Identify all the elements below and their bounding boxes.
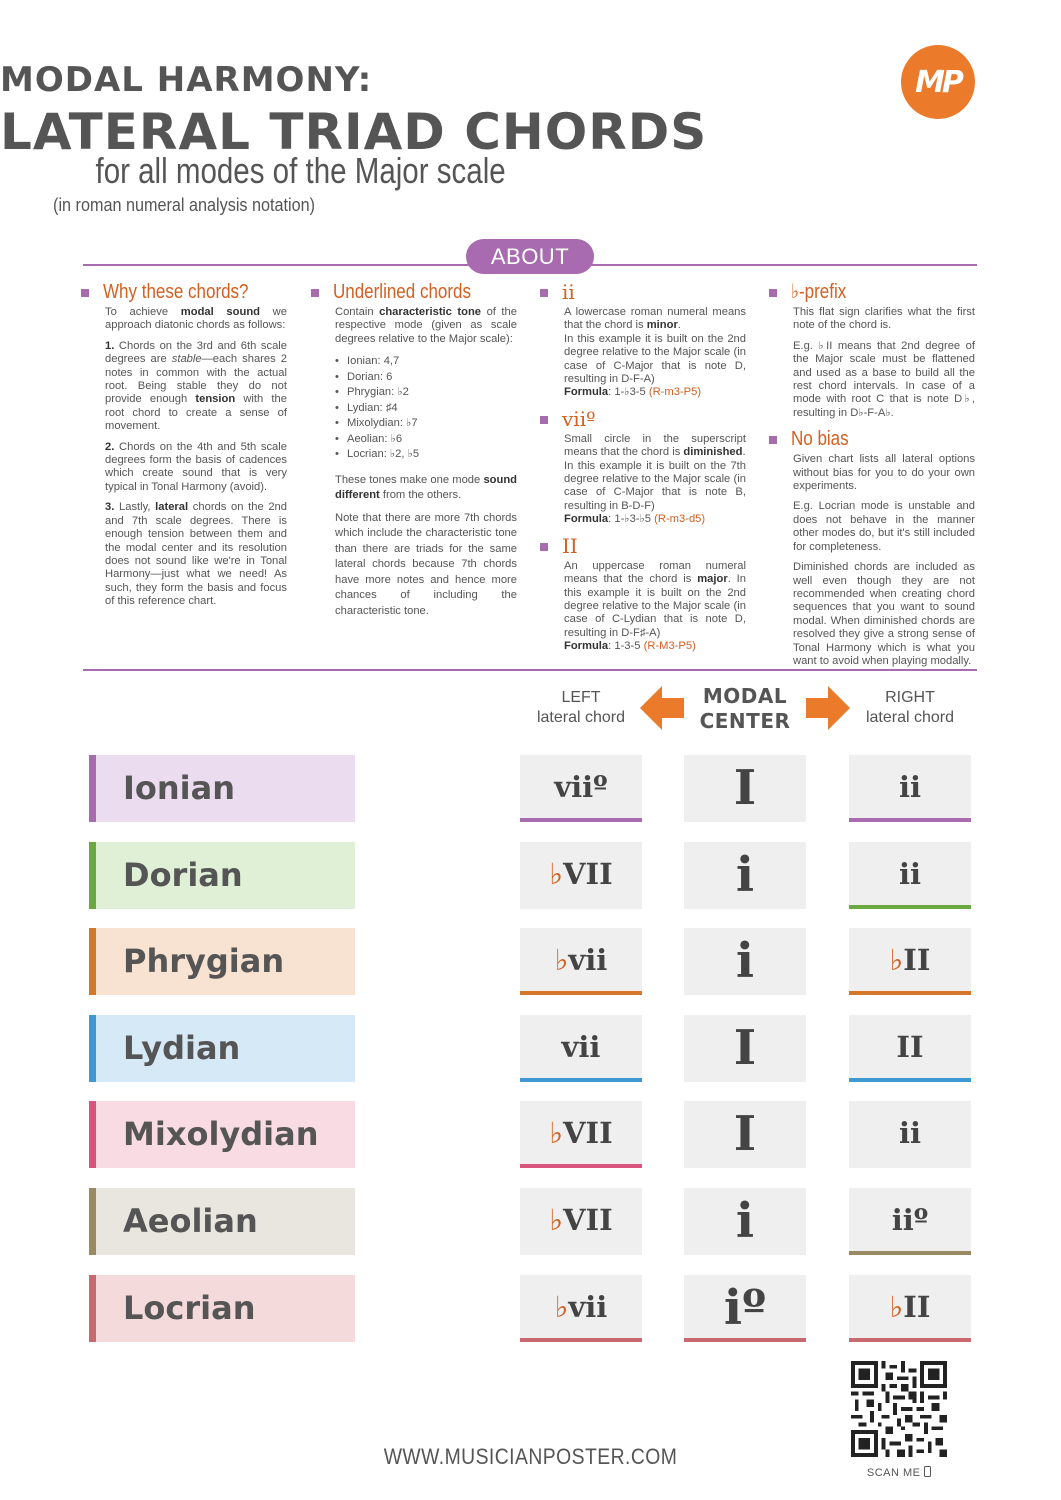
- flat-paragraph-2: E.g. ♭II means that 2nd degree of the Major scale must be flattened and used as a base to build all the rest chord intervals. In case of a mode with root C that is note D♭, resulting in D♭-F-A♭.: [793, 339, 975, 419]
- mode-name: Locrian: [123, 1288, 256, 1327]
- underlined-paragraph-3: Note that there are more 7th chords which include the characteristic tone than there are triads for the same lateral chords because 7th chords have more notes and hence more chances of including the characteristic tone.: [335, 511, 517, 617]
- left-lateral-chord: [520, 1275, 642, 1342]
- left-lateral-chord: [520, 1101, 642, 1168]
- title-line-1: MODAL HARMONY:: [0, 60, 373, 100]
- chord-numeral: II: [896, 1029, 924, 1064]
- mode-color-bar: [89, 1015, 96, 1082]
- why-paragraph-2: 1. Chords on the 3rd and 6th scale degrees are stable—each shares 2 notes in common with the actual root. Being stable they do not provide enough tension with the root chord to create a sense of movement.: [105, 339, 287, 433]
- modal-center-chord: [684, 1275, 806, 1342]
- characteristic-underline: [520, 1164, 642, 1168]
- characteristic-underline: [684, 1338, 806, 1342]
- flat-prefix: ♭: [554, 1289, 569, 1324]
- chord-numeral: VII: [563, 856, 613, 891]
- characteristic-tones-list: [335, 354, 517, 463]
- qr-code-icon: [851, 1361, 947, 1457]
- modal-center-chord: [684, 1188, 806, 1255]
- arrow-left-icon: [640, 684, 684, 732]
- chord-numeral: i: [735, 846, 755, 903]
- right-lateral-chord: [849, 842, 971, 909]
- mode-row-5: [89, 1188, 971, 1256]
- chord-numeral: vii: [568, 1289, 608, 1324]
- right-lateral-chord: [849, 928, 971, 995]
- mode-label-box: [89, 1188, 355, 1255]
- characteristic-underline: [520, 1078, 642, 1082]
- mode-name: Aeolian: [123, 1202, 258, 1240]
- chord-numeral: i: [735, 933, 755, 990]
- minor-paragraph: A lowercase roman numeral means that the chord is minor. In this example it is built on the 2nd degree relative to the Major scale (in case of C-Major that is note D, resulting in D-F-A) Formula: 1-♭3-5 (R-m3-P5): [564, 306, 746, 399]
- characteristic-underline: [520, 991, 642, 995]
- about-pill: ABOUT: [466, 239, 594, 274]
- chord-numeral: vii: [561, 1029, 601, 1064]
- chord-numeral: I: [733, 760, 757, 816]
- mode-color-bar: [89, 1275, 96, 1342]
- right-lateral-label: RIGHT lateral chord: [865, 689, 955, 726]
- characteristic-underline: [520, 818, 642, 822]
- bullet-square-icon: [311, 289, 319, 297]
- underlined-paragraph-2: These tones make one mode sound different from the others.: [335, 473, 517, 502]
- dim-title: viiº: [562, 406, 596, 431]
- mode-name: Phrygian: [123, 942, 285, 981]
- underlined-title: Underlined chords: [333, 281, 471, 303]
- subtitle: for all modes of the Major scale: [95, 150, 506, 191]
- right-lateral-chord: [849, 755, 971, 822]
- mode-name: Dorian: [123, 855, 243, 894]
- about-divider-bottom: [83, 669, 977, 671]
- left-lateral-chord: [520, 928, 642, 995]
- left-lateral-chord: [520, 1188, 642, 1255]
- flat-prefix: ♭: [554, 943, 569, 978]
- mode-label-box: [89, 1015, 355, 1082]
- minor-title: ii: [562, 280, 575, 304]
- mode-label-box: [89, 1101, 355, 1168]
- bias-title: No bias: [791, 428, 849, 451]
- bullet-square-icon: [540, 416, 548, 424]
- chord-numeral: VII: [563, 1116, 613, 1151]
- list-item: • Ionian: 4,7: [335, 354, 517, 370]
- flat-prefix: ♭: [549, 856, 564, 891]
- list-item: • Mixolydian: ♭7: [335, 416, 517, 432]
- flat-prefix: ♭: [889, 943, 904, 978]
- underlined-paragraph-1: Contain characteristic tone of the respective mode (given as scale degrees relative to the Major scale):: [335, 306, 517, 345]
- mode-row-3: [89, 1015, 971, 1083]
- right-lateral-chord: [849, 1188, 971, 1255]
- characteristic-underline: [849, 1078, 971, 1082]
- about-notation-column: [564, 280, 746, 661]
- mode-row-2: [89, 928, 971, 996]
- phone-icon: [924, 1466, 931, 1477]
- modal-center-chord: [684, 1101, 806, 1168]
- mode-color-bar: [89, 842, 96, 909]
- flat-paragraph-1: This flat sign clarifies what the first note of the chord is.: [793, 306, 975, 332]
- characteristic-underline: [849, 905, 971, 909]
- mode-row-1: [89, 842, 971, 910]
- modal-center-label: MODAL CENTER: [699, 684, 791, 733]
- chord-numeral: ii: [898, 770, 922, 804]
- chord-numeral: I: [733, 1106, 757, 1163]
- mode-color-bar: [89, 1188, 96, 1255]
- why-paragraph-3: 2. Chords on the 4th and 5th scale degrees form the basis of cadences which create sound that is very typical in Tonal Harmony (avoid).: [105, 440, 287, 493]
- left-lateral-chord: [520, 1015, 642, 1082]
- mode-row-6: [89, 1275, 971, 1343]
- flat-prefix: ♭: [549, 1116, 564, 1151]
- list-item: • Dorian: 6: [335, 370, 517, 386]
- bias-paragraph-2: E.g. Locrian mode is unstable and does not behave in the manner other modes do, but it's still included for completeness.: [793, 500, 975, 553]
- right-lateral-chord: [849, 1275, 971, 1342]
- website-url: WWW.MUSICIANPOSTER.COM: [383, 1444, 678, 1469]
- chord-numeral: viiº: [554, 770, 608, 804]
- characteristic-underline: [849, 818, 971, 822]
- about-underlined-column: [335, 280, 517, 626]
- mode-name: Lydian: [123, 1028, 241, 1067]
- subtitle-note: (in roman numeral analysis notation): [53, 195, 316, 215]
- flat-prefix: ♭: [549, 1203, 564, 1237]
- major-paragraph: An uppercase roman numeral means that the chord is major. In this example it is built on the 2nd degree relative to the Major scale (in case of C-Lydian that is note D, resulting in D-F♯-A) Formula: 1-3-5 (R-M3-P5): [564, 559, 746, 653]
- modal-center-chord: [684, 1015, 806, 1082]
- list-item: • Aeolian: ♭6: [335, 432, 517, 448]
- title-line-2: LATERAL TRIAD CHORDS: [0, 103, 708, 161]
- logo-text: MP: [915, 64, 961, 100]
- bullet-square-icon: [540, 289, 548, 297]
- dim-paragraph: Small circle in the superscript means that the chord is diminished. In this example it is built on the 7th degree relative to the Major scale (in case of C-Major that is note B, resulting in B-D-F) Formula: 1-♭3-♭5 (R-m3-d5): [564, 432, 746, 526]
- right-lateral-chord: [849, 1101, 971, 1168]
- musicianposter-logo: [901, 45, 975, 119]
- scan-me-label: SCAN ME: [851, 1466, 947, 1479]
- about-flat-column: [793, 280, 975, 675]
- chord-numeral: iiº: [891, 1203, 929, 1237]
- chord-numeral: i: [735, 1193, 755, 1249]
- bullet-square-icon: [81, 289, 89, 297]
- mode-row-4: [89, 1101, 971, 1169]
- bullet-square-icon: [769, 436, 777, 444]
- mode-label-box: [89, 928, 355, 995]
- mode-name: Mixolydian: [123, 1115, 319, 1154]
- bias-paragraph-1: Given chart lists all lateral options without bias for you to do your own experiments.: [793, 453, 975, 493]
- characteristic-underline: [849, 1251, 971, 1255]
- mode-color-bar: [89, 1101, 96, 1168]
- about-why-column: [105, 280, 287, 616]
- list-item: • Lydian: ♯4: [335, 401, 517, 417]
- left-lateral-chord: [520, 842, 642, 909]
- mode-row-0: [89, 755, 971, 823]
- arrow-right-icon: [806, 684, 850, 732]
- why-paragraph-1: To achieve modal sound we approach diatonic chords as follows:: [105, 306, 287, 332]
- list-item: • Phrygian: ♭2: [335, 385, 517, 401]
- why-paragraph-4: 3. Lastly, lateral chords on the 2nd and 7th scale degrees. There is enough tension between them and the modal center and its resolution does not sound like we're in Tonal Harmony—just what we need! As such, they form the basis and focus of this reference chart.: [105, 501, 287, 608]
- mode-color-bar: [89, 928, 96, 995]
- modal-center-chord: [684, 755, 806, 822]
- list-item: • Locrian: ♭2, ♭5: [335, 447, 517, 463]
- modal-center-chord: [684, 928, 806, 995]
- chord-numeral: ii: [898, 856, 922, 891]
- chord-numeral: II: [903, 1289, 931, 1324]
- chord-numeral: ii: [898, 1116, 922, 1151]
- mode-label-box: [89, 1275, 355, 1342]
- left-lateral-label: LEFT lateral chord: [536, 689, 626, 726]
- characteristic-underline: [520, 1338, 642, 1342]
- mode-name: Ionian: [123, 769, 236, 807]
- right-lateral-chord: [849, 1015, 971, 1082]
- characteristic-underline: [849, 1338, 971, 1342]
- flat-title: ♭-prefix: [791, 281, 847, 303]
- chord-numeral: vii: [568, 943, 608, 978]
- bullet-square-icon: [540, 543, 548, 551]
- chord-numeral: I: [733, 1019, 757, 1076]
- mode-label-box: [89, 842, 355, 909]
- chord-numeral: II: [903, 943, 931, 978]
- mode-color-bar: [89, 755, 96, 822]
- why-title: Why these chords?: [103, 281, 249, 303]
- modal-center-chord: [684, 842, 806, 909]
- chord-numeral: VII: [563, 1203, 613, 1237]
- bullet-square-icon: [769, 289, 777, 297]
- left-lateral-chord: [520, 755, 642, 822]
- mode-label-box: [89, 755, 355, 822]
- chord-numeral: iº: [723, 1279, 767, 1336]
- major-title: II: [562, 533, 578, 558]
- bias-paragraph-3: Diminished chords are included as well even though they are not recommended when creating chord sequences that you want to sound modal. When diminished chords are resolved they give a strong sense of Tonal Harmony which is what you want to avoid when playing modally.: [793, 561, 975, 667]
- characteristic-underline: [849, 991, 971, 995]
- flat-prefix: ♭: [889, 1289, 904, 1324]
